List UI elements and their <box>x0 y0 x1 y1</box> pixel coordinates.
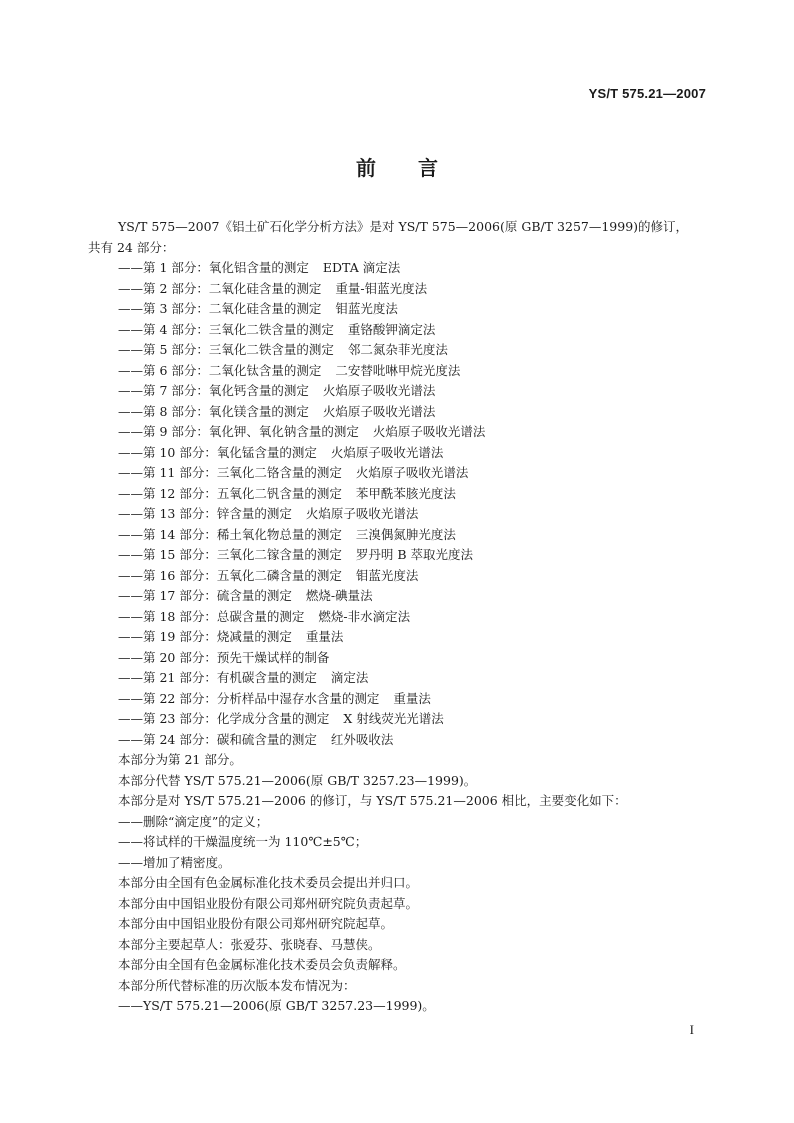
part-method: X 射线荧光光谱法 <box>343 711 444 726</box>
standard-code: YS/T 575.21—2007 <box>588 86 706 101</box>
statement-line: 本部分主要起草人：张爱芬、张晓春、马慧侠。 <box>118 936 381 952</box>
part-method: 重量法 <box>393 690 431 706</box>
part-title: ——第 10 部分：氧化锰含量的测定 <box>118 444 317 460</box>
list-item <box>118 730 718 751</box>
part-title: ——第 3 部分：二氧化硅含量的测定 <box>118 301 322 316</box>
part-method: 滴定法 <box>330 670 369 685</box>
part-title: ——第 18 部分：总碳含量的测定 <box>118 608 305 624</box>
list-item <box>118 258 718 279</box>
statement-line: 本部分由全国有色金属标准化技术委员会负责解释。 <box>118 957 406 972</box>
list-item <box>118 402 718 423</box>
page-title <box>0 152 794 181</box>
part-method: 钼蓝光度法 <box>355 567 419 583</box>
statement-line: ——将试样的干燥温度统一为 110℃±5℃； <box>118 834 368 849</box>
part-title: ——第 6 部分：二氧化钛含量的测定 <box>118 362 322 378</box>
part-method: 火焰原子吸收光谱法 <box>322 383 436 398</box>
part-method: 红外吸收法 <box>330 731 394 747</box>
list-item <box>118 361 718 382</box>
list-item <box>118 627 718 648</box>
part-title: ——第 20 部分：预先干燥试样的制备 <box>118 649 330 665</box>
part-method: 罗丹明 B 萃取光度法 <box>355 547 473 562</box>
list-item <box>118 545 718 566</box>
part-title: ——第 7 部分：氧化钙含量的测定 <box>118 383 309 398</box>
title-char-1: 前 <box>356 156 376 180</box>
part-method: 重量-钼蓝光度法 <box>335 280 428 296</box>
list-item <box>118 279 718 300</box>
part-method: 火焰原子吸收光谱法 <box>372 424 486 439</box>
part-method: 邻二氮杂菲光度法 <box>347 342 448 357</box>
part-method: 二安替吡啉甲烷光度法 <box>335 362 461 378</box>
part-title: ——第 5 部分：三氧化二铁含量的测定 <box>118 342 334 357</box>
part-title: ——第 8 部分：氧化镁含量的测定 <box>118 403 309 419</box>
part-title: ——第 9 部分：氧化钾、氧化钠含量的测定 <box>118 424 359 439</box>
intro-line-1: YS/T 575—2007《铝土矿石化学分析方法》是对 YS/T 575—2006(原 GB/T 3257—1999)的修订， <box>118 219 689 234</box>
list-item <box>118 668 718 689</box>
part-title: ——第 21 部分：有机碳含量的测定 <box>118 670 317 685</box>
part-title: ——第 23 部分：化学成分含量的测定 <box>118 711 330 726</box>
list-item <box>118 484 718 505</box>
list-item <box>118 566 718 587</box>
statement-line: 本部分代替 YS/T 575.21—2006(原 GB/T 3257.23—1999)。 <box>118 772 477 788</box>
part-method: 苯甲酰苯胲光度法 <box>355 485 456 501</box>
part-title: ——第 19 部分：烧减量的测定 <box>118 629 292 644</box>
list-item <box>118 381 718 402</box>
list-item <box>118 299 718 320</box>
parts-list <box>118 258 718 750</box>
statement-line: ——增加了精密度。 <box>118 854 231 870</box>
list-item <box>118 443 718 464</box>
list-item <box>118 689 718 710</box>
part-method: EDTA 滴定法 <box>322 260 401 275</box>
list-item <box>118 340 718 361</box>
part-title: ——第 12 部分：五氧化二钒含量的测定 <box>118 485 342 501</box>
part-title: ——第 24 部分：碳和硫含量的测定 <box>118 731 317 747</box>
part-title: ——第 16 部分：五氧化二磷含量的测定 <box>118 567 342 583</box>
part-title: ——第 17 部分：硫含量的测定 <box>118 588 292 603</box>
statement-line: 本部分为第 21 部分。 <box>118 752 242 767</box>
part-title: ——第 22 部分：分析样品中湿存水含量的测定 <box>118 690 380 706</box>
page-number: I <box>689 1022 694 1037</box>
part-method: 火焰原子吸收光谱法 <box>330 444 444 460</box>
part-title: ——第 11 部分：三氧化二铬含量的测定 <box>118 465 342 480</box>
part-title: ——第 2 部分：二氧化硅含量的测定 <box>118 280 322 296</box>
part-title: ——第 14 部分：稀土氧化物总量的测定 <box>118 526 342 542</box>
statement-line: 本部分由中国铝业股份有限公司郑州研究院负责起草。 <box>118 895 419 911</box>
part-method: 三溴偶氮胂光度法 <box>355 526 456 542</box>
list-item <box>118 463 718 484</box>
list-item <box>118 648 718 669</box>
part-method: 重量法 <box>305 629 344 644</box>
intro-line-2: 共有 24 部分： <box>88 239 175 255</box>
part-title: ——第 15 部分：三氧化二镓含量的测定 <box>118 547 342 562</box>
part-title: ——第 1 部分：氧化铝含量的测定 <box>118 260 309 275</box>
part-method: 火焰原子吸收光谱法 <box>355 465 469 480</box>
part-method: 重铬酸钾滴定法 <box>347 321 436 337</box>
preface-body <box>88 217 718 1017</box>
part-method: 燃烧-非水滴定法 <box>318 608 411 624</box>
statement-line: 本部分由中国铝业股份有限公司郑州研究院起草。 <box>118 916 394 931</box>
statement-line: 本部分由全国有色金属标准化技术委员会提出并归口。 <box>118 875 419 890</box>
part-title: ——第 13 部分：锌含量的测定 <box>118 506 292 521</box>
list-item <box>118 525 718 546</box>
list-item <box>118 586 718 607</box>
statement-line: ——删除“滴定度”的定义； <box>118 813 269 829</box>
part-method: 火焰原子吸收光谱法 <box>305 506 419 521</box>
statement-line: ——YS/T 575.21—2006(原 GB/T 3257.23—1999)。 <box>118 998 435 1013</box>
part-method: 火焰原子吸收光谱法 <box>322 403 436 419</box>
part-method: 钼蓝光度法 <box>335 301 398 316</box>
statement-line: 本部分是对 YS/T 575.21—2006 的修订，与 YS/T 575.21—2006 相比，主要变化如下： <box>118 793 627 808</box>
statements-list <box>118 750 718 1017</box>
part-title: ——第 4 部分：三氧化二铁含量的测定 <box>118 321 334 337</box>
title-char-2: 言 <box>418 156 438 180</box>
list-item <box>118 504 718 525</box>
part-method: 燃烧-碘量法 <box>305 588 373 603</box>
list-item <box>118 607 718 628</box>
list-item <box>118 422 718 443</box>
statement-line: 本部分所代替标准的历次版本发布情况为： <box>118 977 356 993</box>
list-item <box>118 320 718 341</box>
list-item <box>118 709 718 730</box>
